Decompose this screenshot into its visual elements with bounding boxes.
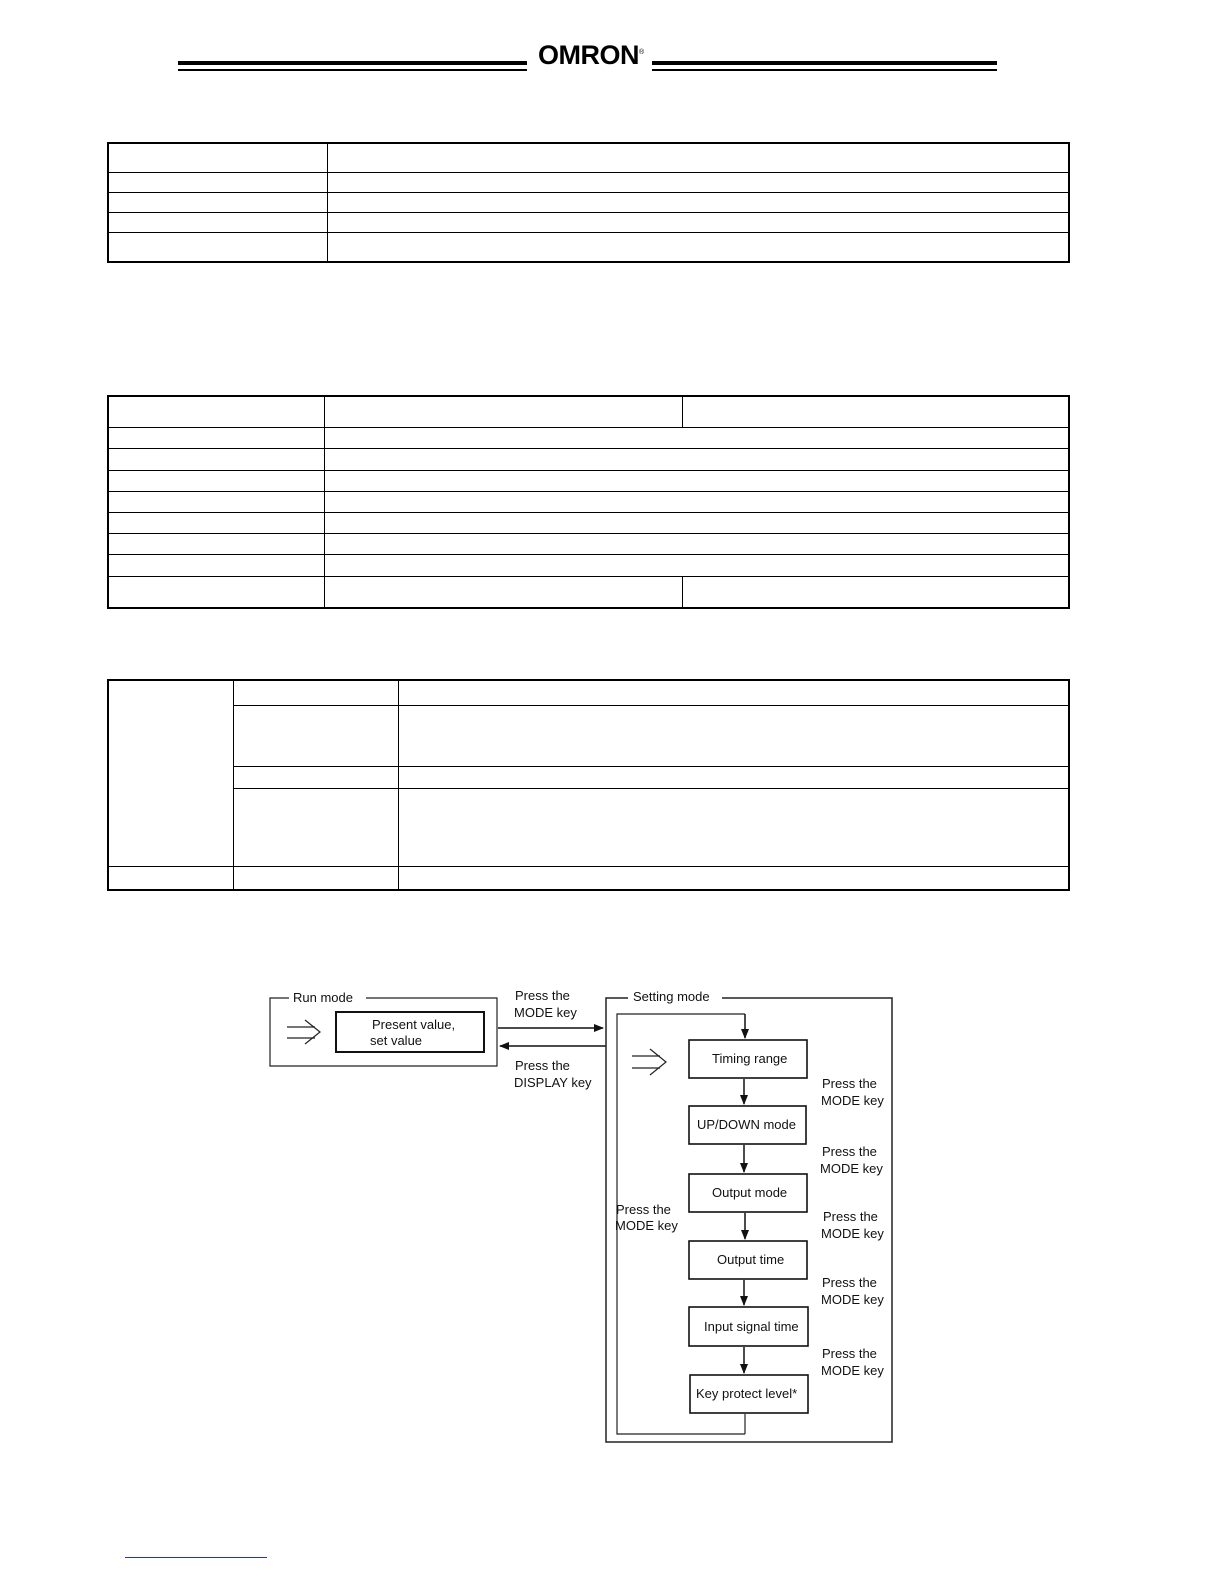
- step-press-line2: MODE key: [821, 1292, 884, 1307]
- run-mode-label: Run mode: [293, 990, 353, 1005]
- step-1: [689, 1040, 807, 1078]
- step-press-line2: MODE key: [821, 1363, 884, 1378]
- to-run-line1: Press the: [515, 1058, 570, 1073]
- step-label: Output mode: [712, 1185, 788, 1200]
- run-mode-frame: [270, 990, 497, 1066]
- step-press-line1: Press the: [823, 1209, 878, 1224]
- step-press-line2: MODE key: [820, 1161, 883, 1176]
- step-label: Key protect level*: [696, 1386, 798, 1401]
- step-5: [689, 1307, 808, 1346]
- double-arrow-icon: [632, 1049, 666, 1075]
- to-setting-line2: MODE key: [514, 1005, 577, 1020]
- double-arrow-icon: [287, 1020, 320, 1044]
- step-label: Input signal time: [704, 1319, 799, 1334]
- to-setting-line1: Press the: [515, 988, 570, 1003]
- brand-name: OMRON: [538, 40, 639, 70]
- step-label: Output time: [717, 1252, 785, 1267]
- step-2: [689, 1106, 806, 1144]
- to-run-line2: DISPLAY key: [514, 1075, 592, 1090]
- step-press-line2: MODE key: [821, 1093, 884, 1108]
- present-value-line1: Present value,: [372, 1017, 456, 1032]
- step-press-line1: Press the: [822, 1144, 877, 1159]
- registered-mark: ®: [639, 49, 644, 56]
- step-press-line1: Press the: [822, 1346, 877, 1361]
- step-press-line1: Press the: [822, 1076, 877, 1091]
- footer-link-underline: [125, 1557, 267, 1558]
- step-label: Timing range: [712, 1051, 788, 1066]
- step-press-line2: MODE key: [821, 1226, 884, 1241]
- step-4: [689, 1241, 807, 1279]
- setting-mode-label: Setting mode: [633, 989, 710, 1004]
- step-3: [689, 1174, 807, 1212]
- step-press-line1: Press the: [822, 1275, 877, 1290]
- step-label: UP/DOWN mode: [697, 1117, 796, 1132]
- step-6: [690, 1375, 808, 1413]
- present-value-line2: set value: [370, 1033, 423, 1048]
- loop-press-line2: MODE key: [615, 1218, 678, 1233]
- loop-press-line1: Press the: [616, 1202, 671, 1217]
